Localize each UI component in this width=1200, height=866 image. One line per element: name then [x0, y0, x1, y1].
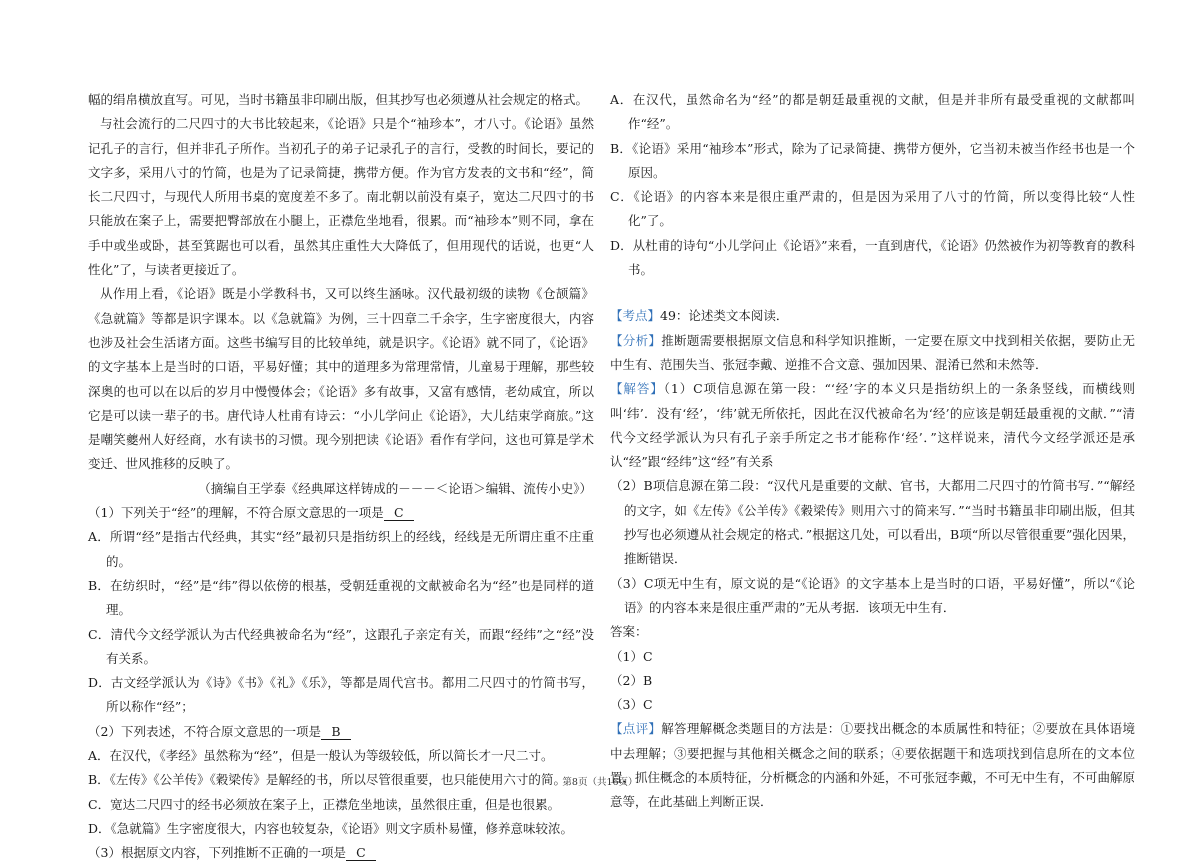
- option-b: B．《论语》采用“袖珍本”形式，除为了记录简捷、携带方便外，它当初未被当作经书也是一个原因。: [610, 140, 1135, 180]
- jieda-item-2: （2）B项信息源在第二段：“汉代凡是重要的文献、官书，大都用二尺四寸的竹简书写．”“解经的文字，如《左传》《公羊传》《穀梁传》则用六寸的简来写．”“当时书籍虽非印刷出版，但其抄写也必须遵从社会规定的格式．”根据这几处，可以看出，B项“所以尽管很重要”强化因果，推断错误．: [610, 478, 1135, 567]
- option-c: C．《论语》的内容本来是很庄重严肃的，但是因为采用了八寸的竹简，所以变得比较“人性化”了。: [610, 189, 1135, 229]
- jieda-section: [610, 377, 1135, 474]
- passage-paragraph: 幅的绢帛横放直写。可见，当时书籍虽非印刷出版，但其抄写也必须遵从社会规定的格式。: [88, 92, 589, 107]
- spacer: [610, 282, 1135, 304]
- option-d: D．《急就篇》生字密度很大，内容也较复杂，《论语》则文字质朴易懂，修养意味较浓。: [88, 820, 574, 836]
- option-c: C．宽达二尺四寸的经书必须放在案子上，正襟危坐地读，虽然很庄重，但是也很累。: [88, 796, 561, 812]
- fenxi-tag: 【分析】: [610, 332, 662, 348]
- jieda-text: （1）C项信息源在第一段：“‘经’字的本义只是指纺织上的一条条竖线，而横线则叫‘纬’．没有‘经’，‘纬’就无所依托，因此在汉代被命名为‘经’的应该是朝廷最重视的文献．”“清代今文经学派认为只有孔子亲手所定之书才能称作‘经’．”这样说来，清代今文经学派还是承认“经”跟“经纬”这“经”有关系: [610, 381, 1135, 470]
- fenxi-section: [610, 329, 1135, 378]
- option-d: D．古文经学派认为《诗》《书》《礼》《乐》，等都是周代宫书。都用二尺四寸的竹简书写，所以称作“经”；: [88, 675, 594, 715]
- dianping-text: 解答理解概念类题目的方法是：①要找出概念的本质属性和特征；②要放在具体语境中去理解；③要把握与其他相关概念之间的联系；④要依据题干和选项找到信息所在的文本位置，抓住概念的本质特征，分析概念的内涵和外延，不可张冠李戴，不可无中生有，不可曲解原意等，在此基础上判断正误．: [610, 721, 1136, 810]
- option-a: A．在汉代，《孝经》虽然称为“经”，但是一般认为等级较低，所以简长才一尺二寸。: [88, 748, 554, 764]
- answer-blank: C: [384, 505, 414, 521]
- option-b: B．在纺织时，“经”是“纬”得以依傍的根基，受朝廷重视的文献被命名为“经”也是同样的道理。: [88, 577, 594, 618]
- answer-blank: B: [321, 724, 351, 740]
- answer-item: （3）C: [610, 697, 653, 713]
- question-3-stem: [88, 841, 594, 865]
- answer-item: （2）B: [610, 672, 653, 688]
- question-stem-text: （2）下列表述，不符合原文意思的一项是: [88, 723, 321, 739]
- left-column: [88, 88, 594, 866]
- jieda-tag: 【解答】: [610, 381, 664, 397]
- question-stem-text: （1）下列关于“经”的理解，不符合原文意思的一项是: [88, 505, 384, 521]
- option-b: B．《左传》《公羊传》《穀梁传》是解经的书，所以尽管很重要，也只能使用六寸的简。: [88, 772, 566, 788]
- kaodian-tag: 【考点】: [610, 308, 661, 324]
- option-d: D．从杜甫的诗句“小儿学问止《论语》”来看，一直到唐代，《论语》仍然被作为初等教育的教科书。: [610, 237, 1135, 278]
- passage-paragraph: 与社会流行的二尺四寸的大书比较起来，《论语》只是个“袖珍本”，才八寸。《论语》虽然记孔子的言行，但并非孔子所作。当初孔子的弟子记录孔子的言行，受教的时间长，要记的文字多，采用八寸的竹简，也是为了记录简捷，携带方便。作为官方发表的文书和“经”，简长二尺四寸，与现代人所用书桌的宽度差不多了。南北朝以前没有桌子，宽达二尺四寸的书只能放在案子上，需要把臀部放在小腿上，正襟危坐地看，很累。而“袖珍本”则不同，拿在手中或坐或卧，甚至箕踞也可以看，虽然其庄重性大大降低了，但用现代的话说，也更“人性化”了，与读者更接近了。: [88, 116, 594, 278]
- passage-paragraph: 从作用上看，《论语》既是小学教科书，又可以终生涵咏。汉代最初级的读物《仓颉篇》《急就篇》等都是识字课本。以《急就篇》为例，三十四章二千余字，生字密度很大，内容也涉及社会生活诸方面。这些书编写目的比较单纯，就是识字。《论语》就不同了，《论语》的文字基本上是当时的口语，平易好懂；其中的道理多为常理常情，儿童易于理解，那些较深奥的也可以在以后的岁月中慢慢体会；《论语》多有故事，又富有感情，老幼咸宜，所以它是可以读一辈子的书。唐代诗人杜甫有诗云：“小儿学问止《论语》，大儿结束学商旅。”这是嘲笑夔州人好经商，水有读书的习惯。现今别把读《论语》看作有学问，这也可算是学术变迁、世风推移的反映了。: [88, 286, 594, 472]
- source-citation: （摘编自王学泰《经典犀这样铸成的－－－＜论语＞编辑、流传小史》）: [198, 480, 592, 496]
- answer-item: （1）C: [610, 648, 653, 664]
- answer-label: 答案：: [610, 624, 648, 640]
- option-c: C．清代今文经学派认为古代经典被命名为“经”，这跟孔子亲定有关，而跟“经纬”之“经”没有关系。: [88, 626, 594, 666]
- fenxi-text: 推断题需要根据原文信息和科学知识推断，一定要在原文中找到相关依据，要防止无中生有、范围失当、张冠李戴、逆推不合文意、强加因果、混淆已然和未然等．: [610, 332, 1135, 372]
- question-2-stem: [88, 720, 594, 744]
- answer-blank: C: [346, 845, 376, 861]
- kaodian-section: [610, 304, 1135, 328]
- right-column: [610, 88, 1135, 815]
- option-a: A．在汉代，虽然命名为“经”的都是朝廷最重视的文献，但是并非所有最受重视的文献都叫作“经”。: [610, 92, 1135, 132]
- option-a: A．所谓“经”是指古代经典，其实“经”最初只是指纺织上的经线，经线是无所谓庄重不庄重的。: [88, 529, 594, 569]
- question-stem-text: （3）根据原文内容，下列推断不正确的一项是: [88, 845, 346, 861]
- kaodian-text: 49：论述类文本阅读．: [660, 308, 789, 324]
- dianping-tag: 【点评】: [610, 721, 662, 737]
- jieda-item-3: （3）C项无中生有，原文说的是“《论语》的文字基本上是当时的口语，平易好懂”，所以“《论语》的内容本来是很庄重严肃的”无从考据．该项无中生有．: [610, 575, 1135, 615]
- question-1-stem: [88, 501, 594, 525]
- page-number: 第8页（共16页）: [562, 777, 638, 788]
- dianping-section: [610, 717, 1135, 814]
